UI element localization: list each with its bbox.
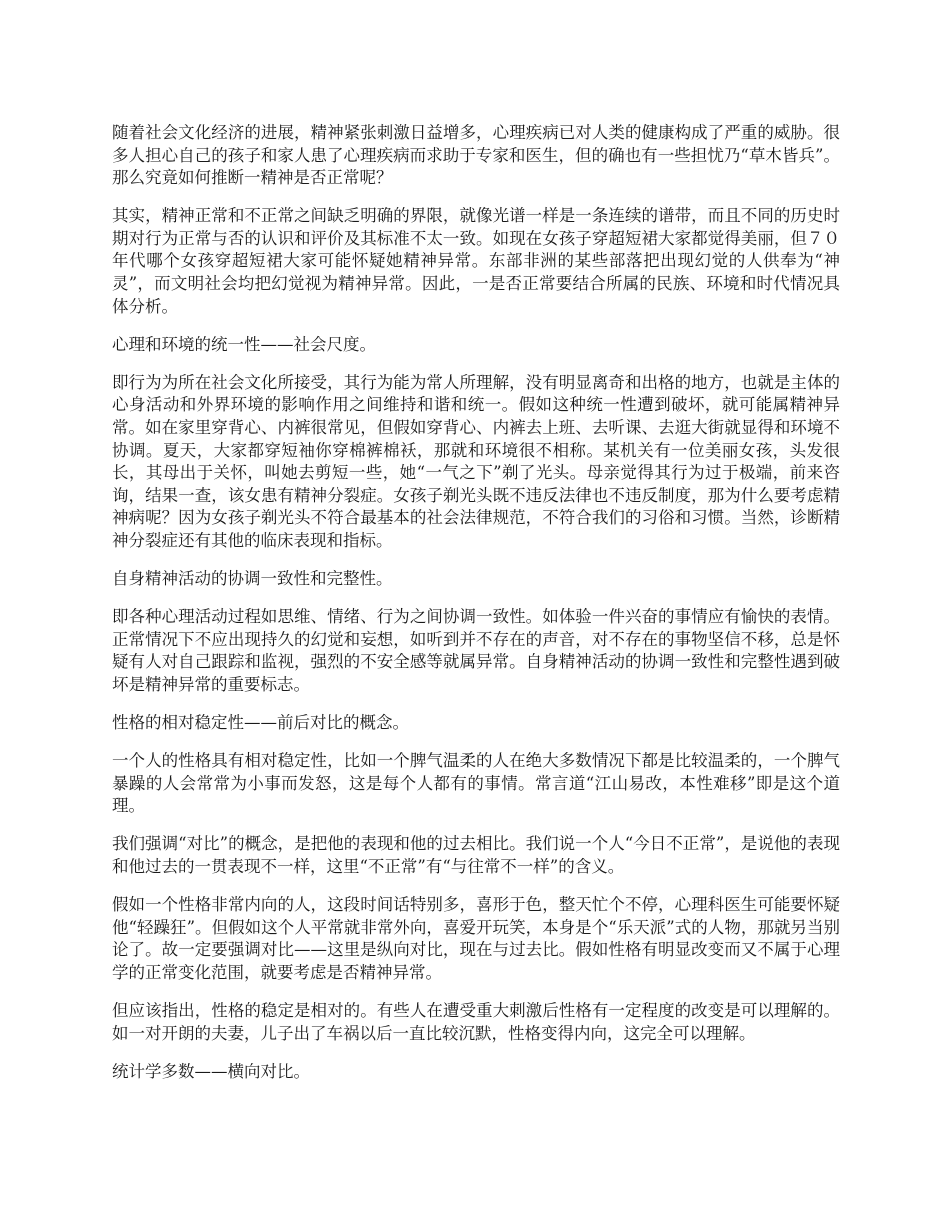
paragraph-coherence: 即各种心理活动过程如思维、情绪、行为之间协调一致性。如体验一件兴奋的事情应有愉快的表情。正常情况下不应出现持久的幻觉和妄想，如听到并不存在的声音，对不存在的事物坚信不移，总是怀疑有人对自己跟踪和监视，强烈的不安全感等就属异常。自身精神活动的协调一致性和完整性遇到破坏是精神异常的重要标志。 (112, 607, 840, 694)
section-heading-personality-stability: 性格的相对稳定性——前后对比的概念。 (112, 713, 409, 733)
section-heading-statistical-majority: 统计学多数——横向对比。 (112, 1061, 310, 1081)
paragraph-comparison-concept: 我们强调“对比”的概念，是把他的表现和他的过去相比。我们说一个人“今日不正常”，是说他的表现和他过去的一贯表现不一样，这里“不正常”有“与往常不一样”的含义。 (112, 834, 840, 877)
paragraph-intro: 随着社会文化经济的进展，精神紧张刺激日益增多，心理疾病已对人类的健康构成了严重的威胁。很多人担心自己的孩子和家人患了心理疾病而求助于专家和医生，但的确也有一些担忧乃“草木皆兵”。那么究竟如何推断一精神是否正常呢？ (112, 123, 840, 188)
paragraph-personality-stability: 一个人的性格具有相对稳定性，比如一个脾气温柔的人在绝大多数情况下都是比较温柔的，一个脾气暴躁的人会常常为小事而发怒，这是每个人都有的事情。常言道“江山易改，本性难移”即是这个道理。 (112, 751, 840, 816)
paragraph-social-scale: 即行为为所在社会文化所接受，其行为能为常人所理解，没有明显离奇和出格的地方，也就是主体的心身活动和外界环境的影响作用之间维持和谐和统一。假如这种统一性遭到破坏，就可能属精神异常。如在家里穿背心、内裤很常见，但假如穿背心、内裤去上班、去听课、去逛大街就显得和环境不协调。夏天，大家都穿短袖你穿棉裤棉袄，那就和环境很不相称。某机关有一位美丽女孩，头发很长，其母出于关怀，叫她去剪短一些，她“一气之下”剃了光头。母亲觉得其行为过于极端，前来咨询，结果一查，该女患有精神分裂症。女孩子剃光头既不违反法律也不违反制度，那为什么要考虑精神病呢？因为女孩子剃光头不符合最基本的社会法律规范，不符合我们的习俗和习惯。当然，诊断精神分裂症还有其他的临床表现和指标。 (112, 372, 840, 550)
document-body (112, 122, 840, 1099)
section-heading-social-scale: 心理和环境的统一性——社会尺度。 (112, 334, 376, 354)
paragraph-no-clear-boundary: 其实，精神正常和不正常之间缺乏明确的界限，就像光谱一样是一条连续的谱带，而且不同的历史时期对行为正常与否的认识和评价及其标准不太一致。如现在女孩子穿超短裙大家都觉得美丽，但７０年代哪个女孩穿超短裙大家可能怀疑她精神异常。东部非洲的某些部落把出现幻觉的人供奉为“神灵”，而文明社会均把幻觉视为精神异常。因此，一是否正常要结合所属的民族、环境和时代情况具体分析。 (112, 206, 840, 316)
paragraph-vertical-comparison: 假如一个性格非常内向的人，这段时间话特别多，喜形于色，整天忙个不停，心理科医生可能要怀疑他“轻躁狂”。但假如这个人平常就非常外向，喜爱开玩笑，本身是个“乐天派”式的人物，那就另当别论了。故一定要强调对比——这里是纵向对比，现在与过去比。假如性格有明显改变而又不属于心理学的正常变化范围，就要考虑是否精神异常。 (112, 895, 840, 982)
paragraph-relative-stability: 但应该指出，性格的稳定是相对的。有些人在遭受重大刺激后性格有一定程度的改变是可以理解的。如一对开朗的夫妻，儿子出了车祸以后一直比较沉默，性格变得内向，这完全可以理解。 (112, 1001, 840, 1043)
section-heading-coherence: 自身精神活动的协调一致性和完整性。 (112, 569, 393, 589)
